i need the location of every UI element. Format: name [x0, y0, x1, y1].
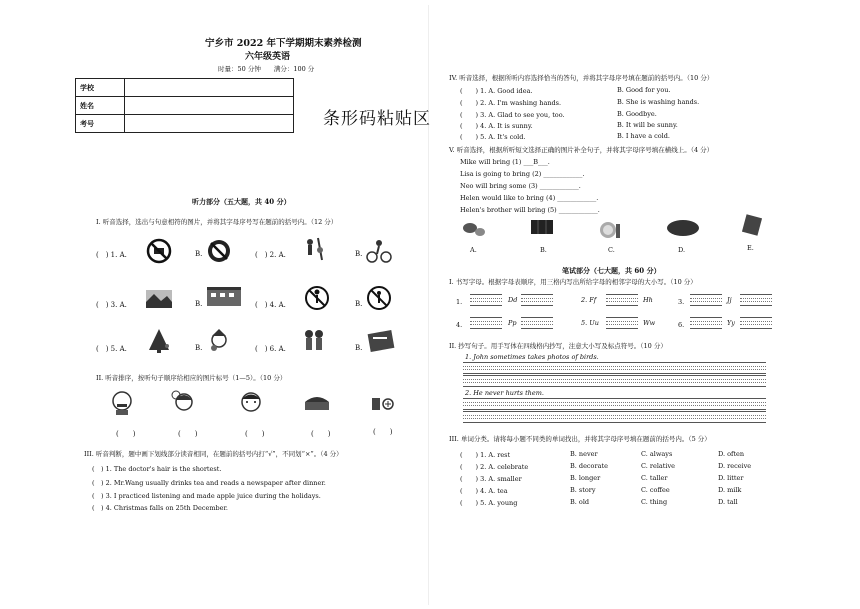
judge-item: ( ) 2. Mr.Wang usually drinks tea and reads a newspaper after dinner. — [92, 479, 326, 487]
word-option: C. always — [641, 450, 673, 458]
copy-sentence: 1. John sometimes takes photos of birds. — [465, 353, 599, 361]
word-option: C. thing — [641, 498, 668, 506]
word-option: C. taller — [641, 474, 668, 482]
order-blank[interactable]: ( ) — [178, 430, 198, 438]
choice-a: ( ) 2. A. I'm washing hands. — [460, 99, 562, 107]
four-line-box[interactable] — [521, 294, 553, 306]
order-blank[interactable]: ( ) — [311, 430, 331, 438]
picture-letter: B. — [540, 246, 547, 254]
section-heading: III. 单词分类。请将每小题不同类的单词找出，并将其字母序号填在题前的括号内。（5 分） — [449, 435, 711, 443]
choice-b: B. She is washing hands. — [617, 98, 700, 106]
no-littering-icon — [303, 285, 331, 311]
section-heading: IV. 听音选择，根据所听内容选择恰当的答句，并将其字母序号填在题前的括号内。（10 分） — [449, 74, 714, 82]
option-label: B. — [195, 250, 203, 258]
building-icon — [205, 284, 243, 310]
sick-boy-icon — [108, 390, 136, 416]
word-option: ( ) 1. A. rest — [460, 451, 511, 459]
page-divider — [428, 5, 429, 605]
order-blank[interactable]: ( ) — [245, 430, 265, 438]
judge-item: ( ) 4. Christmas falls on 25th December. — [92, 504, 228, 512]
bread-icon — [665, 214, 701, 240]
four-line-box[interactable] — [521, 317, 553, 329]
four-line-box[interactable] — [463, 398, 766, 410]
section-heading: I. 听音选择，选出与句意相符的图片，并将其字母序号写在题前的括号内。（12 分） — [96, 218, 338, 226]
word-option: B. story — [570, 486, 596, 494]
given-letter: Hh — [643, 296, 653, 304]
item-number: 3. — [678, 298, 685, 306]
question-label: ( ) 5. A. — [96, 345, 127, 353]
choice-a: ( ) 5. A. It's cold. — [460, 133, 526, 141]
picture-letter: A. — [470, 246, 477, 254]
given-letter: Dd — [508, 296, 518, 304]
choice-b: B. Goodbye. — [617, 110, 657, 118]
food-icon — [460, 216, 488, 242]
given-letter: Jj — [727, 296, 732, 304]
picture-letter: D. — [678, 246, 686, 254]
student-info-table — [75, 78, 294, 133]
exam-subtitle: 六年级英语 — [245, 52, 291, 62]
fill-item: Lisa is going to bring (2) ____________. — [460, 170, 585, 178]
landscape-icon — [145, 286, 173, 312]
cyclist-icon — [365, 238, 393, 264]
christmas-tree-icon — [145, 328, 173, 354]
judge-item: ( ) 3. I practiced listening and made apple juice during the holidays. — [92, 492, 321, 500]
word-option: ( ) 2. A. celebrate — [460, 463, 529, 471]
sign-icon — [367, 328, 395, 354]
section-heading: I. 书写字母。根据字母表顺序，用三格内写出所给字母的相邻字母的大小写。（10 分） — [449, 278, 697, 286]
exam-title: 宁乡市 2022 年下学期期末素养检测 — [205, 38, 362, 49]
given-letter: 5. Uu — [581, 319, 599, 327]
given-letter: Pp — [508, 319, 517, 327]
info-field[interactable] — [125, 115, 294, 133]
word-option: D. tall — [718, 498, 738, 506]
copy-sentence: 2. He never hurts them. — [465, 389, 544, 397]
info-label: 学校 — [76, 79, 125, 97]
order-blank[interactable]: ( ) — [116, 430, 136, 438]
four-line-box[interactable] — [606, 317, 638, 329]
candy-icon — [738, 212, 766, 238]
item-number: 1. — [456, 298, 463, 306]
choice-b: B. It will be sunny. — [617, 121, 678, 129]
four-line-box[interactable] — [463, 375, 766, 387]
word-option: C. relative — [641, 462, 675, 470]
section-heading: II. 抄写句子。用手写体在四线格内抄写，注意大小写及标点符号。（10 分） — [449, 342, 667, 350]
girl-icon — [170, 390, 198, 416]
written-header: 笔试部分（七大题，共 60 分） — [562, 266, 661, 275]
fill-item: Helen would like to bring (4) ____________. — [460, 194, 599, 202]
no-talking-icon — [205, 238, 233, 264]
choice-a: ( ) 3. A. Glad to see you, too. — [460, 111, 565, 119]
people-icon — [300, 236, 328, 262]
chocolate-icon — [528, 214, 556, 240]
word-option: ( ) 3. A. smaller — [460, 475, 522, 483]
choice-a: ( ) 1. A. Good idea. — [460, 87, 533, 95]
no-pets-icon — [145, 238, 173, 264]
info-field[interactable] — [125, 97, 294, 115]
picture-letter: E. — [747, 244, 754, 252]
children-icon — [300, 328, 328, 354]
given-letter: 2. Ff — [581, 296, 597, 304]
option-label: B. — [195, 344, 203, 352]
santa-icon — [205, 328, 233, 354]
word-option: D. litter — [718, 474, 744, 482]
picture-letter: C. — [608, 246, 615, 254]
word-option: ( ) 5. A. young — [460, 499, 518, 507]
word-option: D. milk — [718, 486, 742, 494]
word-option: B. longer — [570, 474, 601, 482]
item-number: 4. — [456, 321, 463, 329]
choice-a: ( ) 4. A. It is sunny. — [460, 122, 533, 130]
judge-item: ( ) 1. The doctor's hair is the shortest. — [92, 465, 222, 473]
choice-b: B. I have a cold. — [617, 132, 670, 140]
question-label: ( ) 6. A. — [255, 345, 286, 353]
bed-icon — [303, 390, 331, 416]
question-label: ( ) 1. A. — [96, 251, 127, 259]
word-option: C. coffee — [641, 486, 670, 494]
question-label: ( ) 3. A. — [96, 301, 127, 309]
option-label: B. — [355, 344, 363, 352]
barcode-area: 条形码粘贴区 — [323, 109, 431, 129]
info-field[interactable] — [125, 79, 294, 97]
given-letter: Yy — [727, 319, 735, 327]
option-label: B. — [355, 300, 363, 308]
medicine-icon — [368, 390, 396, 416]
info-label: 姓名 — [76, 97, 125, 115]
listening-header: 听力部分（五大题，共 40 分） — [192, 197, 291, 206]
choice-b: B. Good for you. — [617, 86, 671, 94]
four-line-box[interactable] — [470, 294, 502, 306]
four-line-box[interactable] — [463, 411, 766, 423]
fill-item: Helen's brother will bring (5) ____________. — [460, 206, 600, 214]
item-number: 6. — [678, 321, 685, 329]
option-label: B. — [195, 300, 203, 308]
orange-icon — [596, 216, 624, 242]
question-label: ( ) 4. A. — [255, 301, 286, 309]
question-label: ( ) 2. A. — [255, 251, 286, 259]
four-line-box[interactable] — [470, 317, 502, 329]
four-line-box[interactable] — [606, 294, 638, 306]
section-heading: V. 听音选择，根据所听短文选择正确的图片补全句子，并将其字母序号填在横线上。（4 分） — [449, 146, 714, 154]
boy-face-icon — [237, 390, 265, 416]
time-score: 时量：50 分钟 满分：100 分 — [218, 65, 315, 73]
no-entry-icon — [365, 285, 393, 311]
word-option: B. never — [570, 450, 598, 458]
option-label: B. — [355, 250, 363, 258]
word-option: D. often — [718, 450, 745, 458]
four-line-box[interactable] — [690, 317, 722, 329]
word-option: B. decorate — [570, 462, 608, 470]
word-option: ( ) 4. A. tea — [460, 487, 508, 495]
section-heading: III. 听音判断，题中画下划线部分读音相同，在题前的括号内打“√”，不同划“×”。（4 分） — [84, 450, 343, 458]
fill-item: Neo will bring some (3) ____________. — [460, 182, 581, 190]
given-letter: Ww — [643, 319, 656, 327]
four-line-box[interactable] — [740, 317, 772, 329]
four-line-box[interactable] — [740, 294, 772, 306]
four-line-box[interactable] — [463, 362, 766, 374]
fill-item: Mike will bring (1) ___B___. — [460, 158, 550, 166]
four-line-box[interactable] — [690, 294, 722, 306]
section-heading: II. 听音排序，按听句子顺序给相应的图片标号（1—5）。（10 分） — [96, 374, 287, 382]
word-option: D. receive — [718, 462, 752, 470]
word-option: B. old — [570, 498, 590, 506]
info-label: 考号 — [76, 115, 125, 133]
order-blank[interactable]: ( ) — [373, 428, 393, 436]
